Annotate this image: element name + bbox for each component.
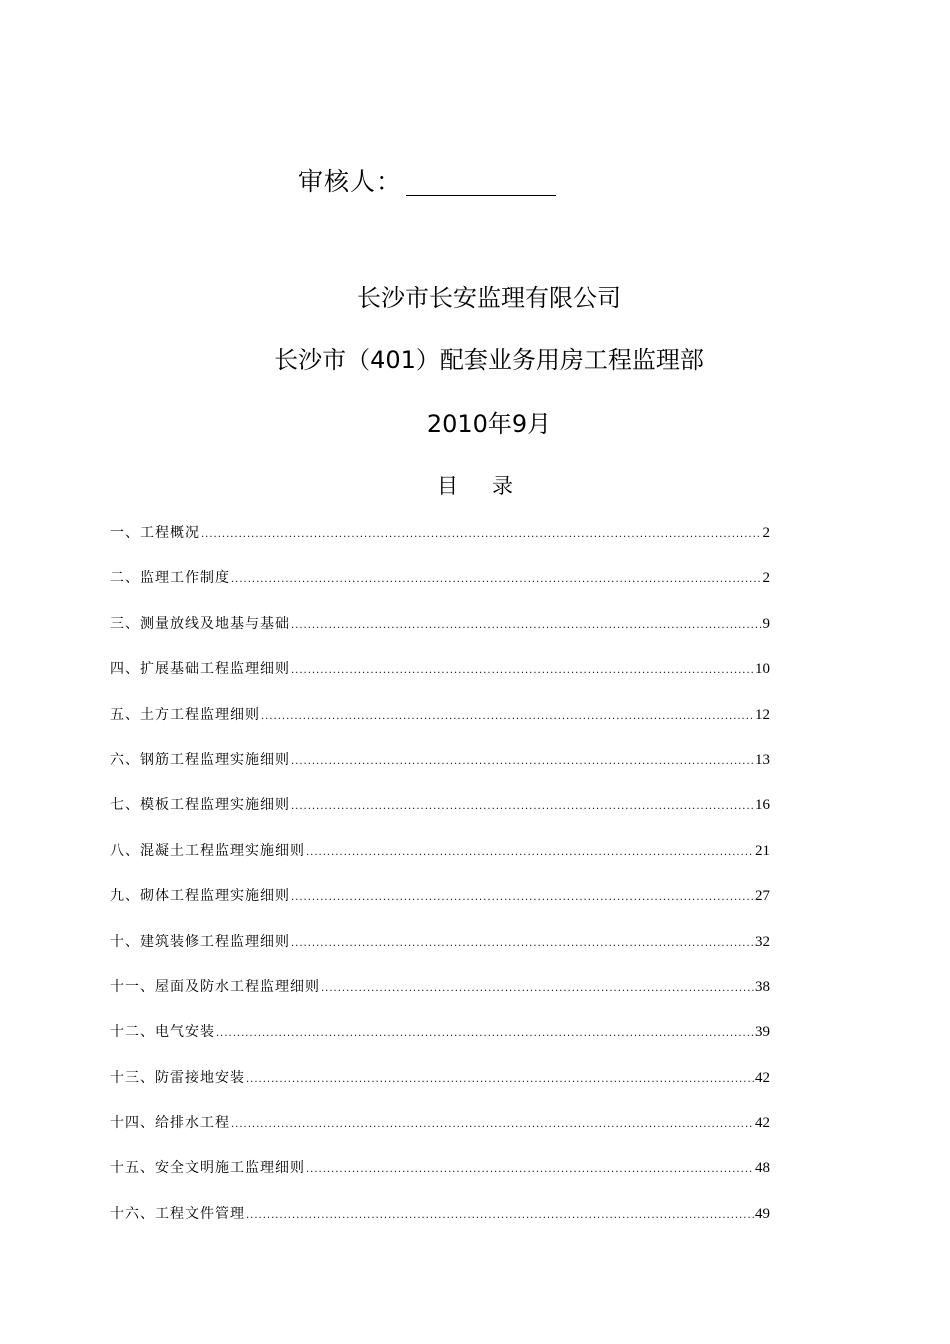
toc-item-page: 32 <box>755 933 770 950</box>
toc-leader-dots <box>321 974 754 1004</box>
toc-leader-dots <box>246 1201 754 1231</box>
toc-item[interactable] <box>110 1108 770 1153</box>
toc-item-page: 48 <box>755 1160 770 1177</box>
toc-item-page: 42 <box>755 1069 770 1086</box>
toc-item-label: 三、测量放线及地基与基础 <box>110 615 290 632</box>
document-date: 2010年9月 <box>426 410 552 438</box>
toc-item-label: 十三、防雷接地安装 <box>110 1069 245 1086</box>
toc-item-page: 38 <box>755 978 770 995</box>
toc-item[interactable] <box>110 654 770 699</box>
toc-item-page: 27 <box>755 888 770 905</box>
toc-leader-dots <box>291 883 754 913</box>
toc-leader-dots <box>291 747 754 777</box>
toc-item[interactable] <box>110 1063 770 1108</box>
toc-item-page: 2 <box>762 525 770 541</box>
toc-item[interactable] <box>110 609 770 654</box>
toc-leader-dots <box>291 792 754 822</box>
toc-leader-dots <box>291 611 762 641</box>
department-name: 长沙市（401）配套业务用房工程监理部 <box>274 346 704 374</box>
toc-leader-dots <box>291 656 754 686</box>
toc-item-label: 四、扩展基础工程监理细则 <box>110 661 290 678</box>
toc-item-page: 49 <box>755 1205 770 1222</box>
toc-item-label: 一、工程概况 <box>110 525 200 541</box>
toc-item-page: 12 <box>755 706 770 723</box>
toc-item-label: 二、监理工作制度 <box>110 570 230 587</box>
toc-leader-dots <box>246 1065 754 1095</box>
toc-item[interactable] <box>110 1199 770 1244</box>
toc-item-label: 十四、给排水工程 <box>110 1115 230 1132</box>
toc-leader-dots <box>261 702 754 732</box>
toc-item-page: 39 <box>755 1024 770 1041</box>
toc-leader-dots <box>216 1019 754 1049</box>
toc-item-label: 五、土方工程监理细则 <box>110 706 260 723</box>
reviewer-label: 审核人： <box>298 167 403 196</box>
toc-item[interactable] <box>110 563 770 608</box>
toc-item-label: 十二、电气安装 <box>110 1024 215 1041</box>
toc-item[interactable] <box>110 518 770 563</box>
company-name: 长沙市长安监理有限公司 <box>357 284 621 312</box>
toc-item-page: 10 <box>755 661 770 678</box>
toc-item-page: 16 <box>755 797 770 814</box>
toc-item-label: 十、建筑装修工程监理细则 <box>110 933 290 950</box>
toc-item[interactable] <box>110 927 770 972</box>
table-of-contents <box>110 518 770 1244</box>
toc-leader-dots <box>306 1155 754 1185</box>
toc-item[interactable] <box>110 790 770 835</box>
toc-item-label: 六、钢筋工程监理实施细则 <box>110 751 290 768</box>
toc-item-page: 42 <box>755 1115 770 1132</box>
toc-item-label: 八、混凝土工程监理实施细则 <box>110 842 305 859</box>
reviewer-line <box>298 162 556 198</box>
toc-item[interactable] <box>110 700 770 745</box>
toc-title: 目录 <box>437 474 547 498</box>
toc-item[interactable] <box>110 836 770 881</box>
reviewer-signature-blank <box>406 169 556 196</box>
toc-item[interactable] <box>110 881 770 926</box>
toc-item[interactable] <box>110 1153 770 1198</box>
toc-item-label: 十一、屋面及防水工程监理细则 <box>110 978 320 995</box>
toc-item-page: 9 <box>762 615 770 632</box>
toc-item-label: 七、模板工程监理实施细则 <box>110 797 290 814</box>
toc-leader-dots <box>231 1110 754 1140</box>
toc-leader-dots <box>306 838 754 868</box>
toc-leader-dots <box>201 520 762 550</box>
toc-item-label: 十六、工程文件管理 <box>110 1205 245 1222</box>
toc-item-label: 九、砌体工程监理实施细则 <box>110 888 290 905</box>
toc-item-label: 十五、安全文明施工监理细则 <box>110 1160 305 1177</box>
toc-item[interactable] <box>110 745 770 790</box>
toc-item-page: 13 <box>755 751 770 768</box>
toc-leader-dots <box>231 565 762 595</box>
toc-item[interactable] <box>110 972 770 1017</box>
toc-item-page: 2 <box>762 570 770 587</box>
toc-leader-dots <box>291 929 754 959</box>
toc-item[interactable] <box>110 1017 770 1062</box>
toc-item-page: 21 <box>755 842 770 859</box>
